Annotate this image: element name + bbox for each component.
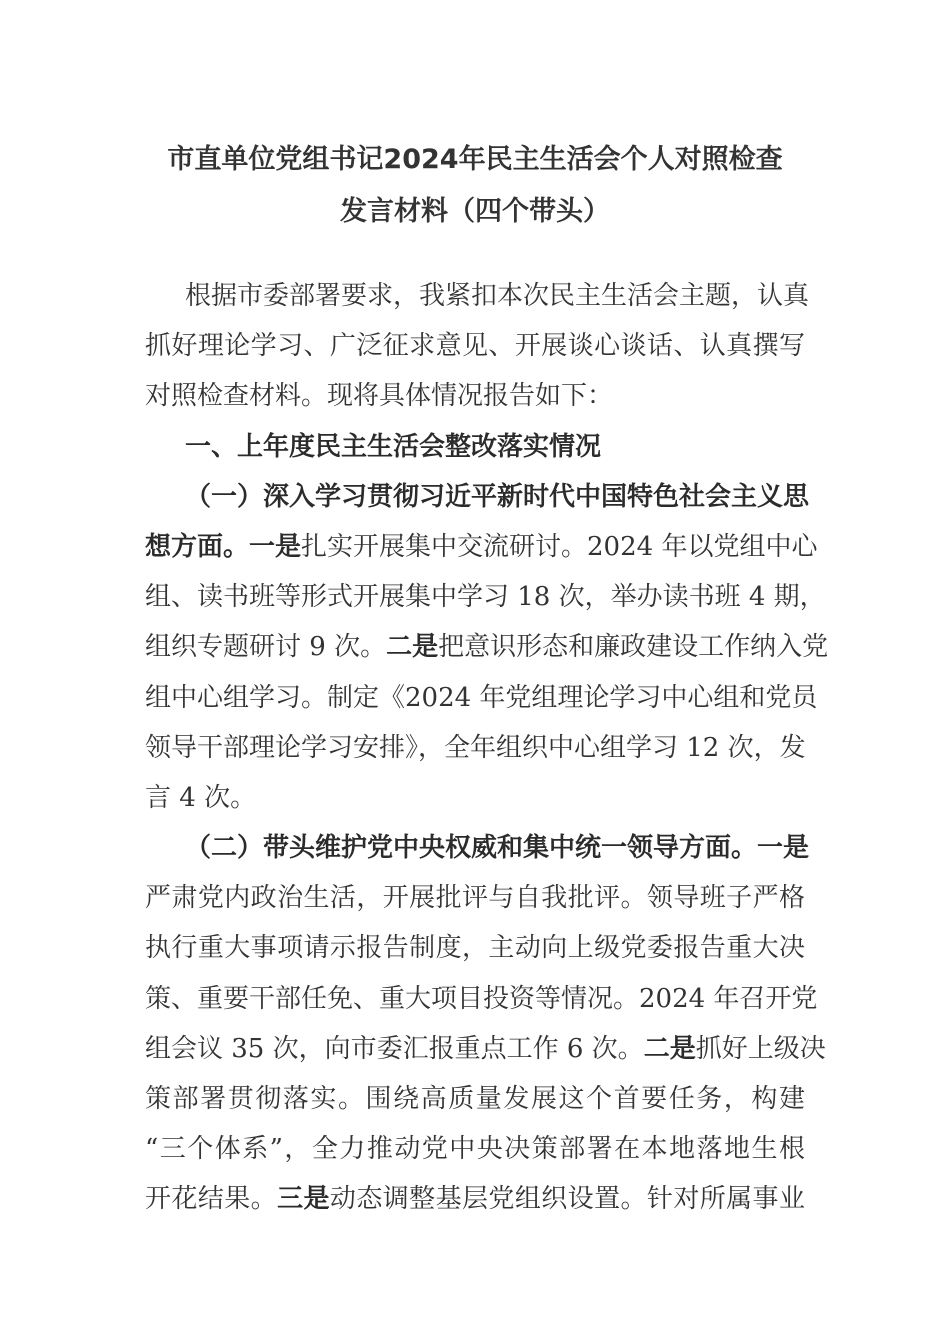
bold-text: 一、上年度民主生活会整改落实情况 bbox=[185, 431, 602, 462]
text-run: 严肃党内政治生活，开展批评与自我批评。领导班子严格 bbox=[145, 883, 805, 914]
text-run: 抓好理论学习、广泛征求意见、开展谈心谈话、认真撰写 bbox=[145, 331, 805, 362]
document-title-line-2: 发言材料（四个带头） bbox=[340, 196, 610, 227]
text-run: 领导干部理论学习安排》，全年组织中心组学习 12 次，发 bbox=[145, 732, 806, 763]
text-run: 扎实开展集中交流研讨。2024 年以党组中心 bbox=[301, 531, 818, 562]
text-line bbox=[145, 780, 805, 830]
paragraph bbox=[145, 830, 826, 1232]
text-run: 组、读书班等形式开展集中学习 18 次，举办读书班 4 期， bbox=[145, 582, 826, 613]
text-run: 根据市委部署要求，我紧扣本次民主生活会主题，认真 bbox=[185, 281, 810, 311]
text-run: 把意识形态和廉政建设工作纳入党 bbox=[438, 632, 829, 663]
text-run: 言 4 次。 bbox=[145, 782, 257, 813]
text-run: 组中心组学习。制定《2024 年党组理论学习中心组和党员 bbox=[145, 682, 818, 713]
bold-text: 想方面。一是 bbox=[145, 531, 302, 562]
section-heading bbox=[145, 429, 805, 479]
text-run: “三个体系”，全力推动党中央决策部署在本地落地生根 bbox=[145, 1134, 805, 1165]
text-line bbox=[145, 579, 826, 629]
text-line bbox=[145, 629, 829, 679]
text-line bbox=[145, 930, 805, 980]
text-line bbox=[145, 830, 810, 880]
text-run: 对照检查材料。现将具体情况报告如下： bbox=[145, 381, 614, 412]
text-run: 开花结果。 bbox=[145, 1184, 278, 1215]
text-run: 策部署贯彻落实。围绕高质量发展这个首要任务，构建 bbox=[145, 1084, 805, 1114]
text-line bbox=[145, 378, 805, 428]
bold-text: 三是 bbox=[277, 1184, 330, 1215]
text-run: 执行重大事项请示报告制度，主动向上级党委报告重大决 bbox=[145, 933, 805, 964]
bold-text: 二是 bbox=[386, 632, 439, 663]
text-line bbox=[145, 730, 805, 780]
text-line bbox=[145, 529, 818, 579]
document-title-line-1: 市直单位党组书记2024年民主生活会个人对照检查 bbox=[167, 144, 783, 175]
text-run: 动态调整基层党组织设置。针对所属事业 bbox=[329, 1184, 805, 1215]
bold-text: （一）深入学习贯彻习近平新时代中国特色社会主义思 bbox=[185, 481, 810, 512]
text-line bbox=[145, 680, 818, 730]
text-line bbox=[145, 1181, 805, 1231]
text-line bbox=[145, 1081, 805, 1131]
paragraph bbox=[145, 278, 810, 429]
bold-text: （二）带头维护党中央权威和集中统一领导方面。一是 bbox=[185, 833, 810, 864]
text-run: 策、重要干部任免、重大项目投资等情况。2024 年召开党 bbox=[145, 983, 818, 1014]
text-line bbox=[145, 1031, 826, 1081]
text-line bbox=[145, 880, 805, 930]
bold-text: 二是 bbox=[643, 1033, 696, 1064]
text-line bbox=[145, 278, 810, 328]
text-line bbox=[145, 328, 805, 378]
text-run: 组会议 35 次，向市委汇报重点工作 6 次。 bbox=[145, 1033, 644, 1064]
text-line bbox=[145, 1131, 805, 1181]
text-run: 抓好上级决 bbox=[695, 1033, 826, 1064]
paragraph bbox=[145, 479, 829, 830]
text-line bbox=[145, 429, 805, 479]
text-line bbox=[145, 981, 818, 1031]
text-line bbox=[145, 479, 810, 529]
text-run: 组织专题研讨 9 次。 bbox=[145, 632, 387, 663]
document-body bbox=[145, 278, 829, 1232]
